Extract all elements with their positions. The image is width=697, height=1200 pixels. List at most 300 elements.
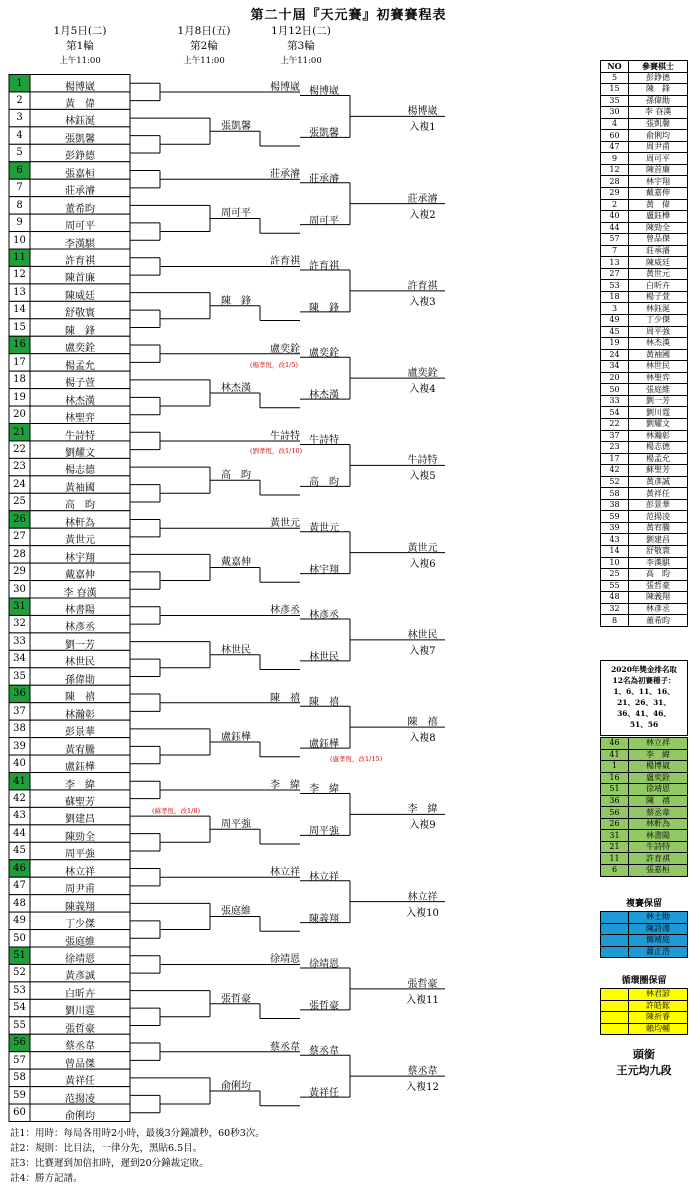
player-name-cell: 盧鈺樺 [629, 211, 688, 223]
player-name-cell: 張哲豪 [629, 580, 688, 592]
slot-number: 60 [13, 1107, 26, 1119]
round2-name: 第2輪 [190, 40, 218, 52]
seed-table-row [601, 569, 688, 581]
player-name-cell: 劉川霆 [629, 407, 688, 419]
slot-number: 51 [13, 950, 26, 961]
slot-number: 45 [13, 845, 26, 857]
seed-number-cell: 57 [601, 234, 629, 246]
seed-players-table [600, 737, 688, 877]
seed-table-row [601, 592, 688, 604]
seed-table-row [601, 476, 688, 488]
seed-table-row [601, 176, 688, 188]
seed-player-row [601, 749, 688, 761]
seed-header-player: 參賽棋士 [629, 61, 688, 73]
slot-number: 11 [13, 252, 26, 263]
round2-top-player: 林彥丞 [270, 605, 300, 617]
player-name-cell: 黃宥騰 [629, 522, 688, 534]
title-holder-label: 頭銜 [633, 1048, 655, 1061]
seed-number-cell: 45 [601, 326, 629, 338]
round2-time: 上午11:00 [183, 56, 225, 66]
player-name-cell: 林士勛 [629, 912, 688, 924]
reserve-row [601, 946, 688, 958]
slot-number: 49 [13, 915, 26, 927]
round1-player: 楊博崴 [65, 81, 95, 93]
seed-table [600, 60, 688, 627]
seed-table-row [601, 534, 688, 546]
round2-bottom-player: 戴嘉伸 [221, 557, 251, 569]
seed-table-row [601, 72, 688, 84]
seed-player-row [601, 807, 688, 819]
round1-player: 戴嘉伸 [65, 570, 95, 582]
round3-top-entrant: 林立祥 [309, 871, 339, 883]
player-name-cell: 楊子萱 [629, 291, 688, 303]
qualify-label: 入複10 [406, 907, 439, 919]
round1-player: 俞俐均 [65, 1111, 95, 1123]
player-name-cell: 張庭維 [629, 384, 688, 396]
seed-number-cell: 17 [601, 453, 629, 465]
player-name-cell: 莊承濬 [629, 245, 688, 257]
round1-player: 林世民 [65, 657, 95, 669]
qualify-label: 入複9 [409, 820, 436, 832]
seed-number-cell: 33 [601, 395, 629, 407]
player-name-cell: 李漢騏 [629, 557, 688, 569]
slot-number: 15 [13, 321, 26, 333]
seed-table-row [601, 465, 688, 477]
postponement-note: (楊孝恆，改1/5) [250, 361, 299, 369]
round1-player: 陳義翔 [65, 901, 95, 913]
round1-player: 董希昀 [65, 203, 95, 215]
round1-player: 范揚凌 [65, 1093, 95, 1105]
qualify-label: 入複2 [409, 209, 436, 221]
round3-winner: 許育祺 [407, 280, 438, 292]
player-name-cell: 林聖弈 [629, 372, 688, 384]
round3-bottom-entrant: 陳義翔 [309, 913, 339, 925]
player-name-cell: 董希昀 [629, 615, 688, 627]
qualify-label: 入複12 [406, 1082, 439, 1094]
round3-bottom-entrant: 林世民 [309, 651, 339, 663]
player-name-cell: 丁少傑 [629, 315, 688, 327]
seed-note-line: 21、26、31、 [617, 698, 671, 707]
player-name-cell: 李 昚漢 [629, 107, 688, 119]
seed-table-body [601, 72, 688, 626]
seed-number-cell: 37 [601, 430, 629, 442]
seed-note [600, 660, 688, 736]
round1-player: 楊志德 [65, 465, 95, 477]
round1-player: 張凱馨 [65, 133, 95, 145]
qualify-label: 入複1 [409, 122, 436, 134]
round2-bottom-player: 周可平 [221, 208, 251, 220]
seed-number-cell: 42 [601, 465, 629, 477]
seed-table-row [601, 349, 688, 361]
seed-table-row [601, 291, 688, 303]
slot-number: 57 [13, 1054, 26, 1066]
seed-number-cell: 4 [601, 118, 629, 130]
round2-top-player: 盧奕銓 [270, 343, 300, 355]
reserve-table-body [601, 912, 688, 958]
player-name-cell: 林立祥 [629, 738, 688, 750]
seed-number-cell: 56 [601, 807, 629, 819]
round3-top-entrant: 蔡丞韋 [309, 1046, 339, 1058]
seed-table-row [601, 442, 688, 454]
seed-number-cell: 14 [601, 545, 629, 557]
player-name-cell: 陳威廷 [629, 257, 688, 269]
seed-number-cell: 48 [601, 592, 629, 604]
seed-table-row [601, 499, 688, 511]
slot-number: 10 [13, 234, 26, 246]
seed-number-cell: 25 [601, 569, 629, 581]
seed-table-row [601, 511, 688, 523]
seed-number-cell: 9 [601, 153, 629, 165]
slot-number: 32 [13, 618, 26, 630]
seed-table-row [601, 361, 688, 373]
player-name-cell: 白昕卉 [629, 280, 688, 292]
seed-table-row [601, 222, 688, 234]
seed-table-row [601, 257, 688, 269]
seed-table-row [601, 522, 688, 534]
seed-table-row [601, 315, 688, 327]
round1-player: 李 緯 [65, 779, 95, 791]
player-name-cell: 舒敬寰 [629, 545, 688, 557]
seed-table-row [601, 557, 688, 569]
seed-number-cell: 39 [601, 522, 629, 534]
round2-bottom-player: 俞俐均 [221, 1080, 251, 1092]
seed-number-cell: 26 [601, 818, 629, 830]
player-name-cell: 簡靖庭 [629, 935, 688, 947]
slot-number: 3 [16, 112, 23, 124]
player-name-cell: 林宇翔 [629, 176, 688, 188]
reserve-title: 複賽保留 [625, 899, 662, 909]
slot-number: 6 [16, 164, 23, 176]
seed-number-cell: 41 [601, 749, 629, 761]
seed-table-row [601, 234, 688, 246]
seed-player-row [601, 818, 688, 830]
slot-number: 14 [13, 304, 26, 316]
round3-bottom-entrant: 周可平 [309, 215, 339, 227]
seed-number-cell: 13 [601, 257, 629, 269]
slot-number: 46 [13, 862, 26, 874]
round2-bottom-player: 盧鈺樺 [221, 731, 251, 743]
player-name-cell: 林君諺 [629, 989, 688, 1001]
player-name-cell: 劉耀文 [629, 418, 688, 430]
slot-number: 40 [13, 758, 26, 770]
slot-number: 27 [13, 531, 26, 543]
round1-player: 張庭維 [65, 936, 95, 948]
reserve-row [601, 935, 688, 947]
round3-winner: 李 緯 [407, 804, 438, 816]
player-name-cell: 黃彥誠 [629, 476, 688, 488]
round2-bottom-player: 林杰漢 [221, 382, 251, 394]
slot-number: 7 [16, 182, 23, 194]
slot-number: 30 [13, 583, 26, 595]
player-name-cell: 彭錚德 [629, 72, 688, 84]
round3-winner: 張哲豪 [407, 978, 438, 990]
player-name-cell: 陳 鋒 [629, 84, 688, 96]
loop-row [601, 1023, 688, 1035]
seed-number-cell: 46 [601, 738, 629, 750]
round1-date: 1月5日(二) [53, 25, 107, 37]
player-name-cell: 牛詩特 [629, 841, 688, 853]
round2-bottom-player: 林世民 [221, 644, 251, 656]
round3-name: 第3輪 [287, 40, 315, 52]
round1-player: 丁少傑 [65, 919, 95, 931]
seed-table-row [601, 95, 688, 107]
seed-player-row [601, 865, 688, 877]
round1-player: 徐靖恩 [65, 954, 95, 965]
slot-number: 59 [13, 1089, 26, 1101]
slot-number: 41 [13, 775, 26, 787]
round1-player: 林軒為 [65, 517, 95, 529]
slot-number: 54 [13, 1002, 26, 1014]
seed-table-header [601, 61, 688, 73]
note-1: 註1：用時：每局各用時2小時，最後3分鐘讀秒，60秒3次。 [10, 1128, 265, 1139]
slot-number: 42 [13, 792, 26, 804]
round1-player: 林鈺涎 [65, 116, 95, 128]
seed-number-cell: 44 [601, 222, 629, 234]
round2-top-player: 徐靖恩 [270, 954, 300, 966]
player-name-cell: 孫偉勛 [629, 95, 688, 107]
player-name-cell: 黃 偉 [629, 199, 688, 211]
round1-player: 周可平 [65, 221, 95, 233]
round1-time: 上午11:00 [59, 56, 101, 66]
player-name-cell: 林瀚彰 [629, 430, 688, 442]
seed-table-row [601, 488, 688, 500]
seed-number-cell: 24 [601, 349, 629, 361]
player-name-cell: 周平強 [629, 326, 688, 338]
round3-date: 1月12日(二) [271, 25, 331, 37]
title-holder-name: 王元均九段 [616, 1064, 672, 1077]
round1-player: 許育祺 [65, 256, 95, 267]
player-name-cell: 張凱馨 [629, 118, 688, 130]
slot-number: 37 [13, 705, 26, 717]
reserve-row [601, 912, 688, 924]
seed-number-cell: 20 [601, 372, 629, 384]
qualify-label: 入複6 [409, 558, 436, 570]
round3-top-entrant: 黃世元 [309, 522, 339, 534]
round1-player: 周平強 [65, 849, 95, 861]
slot-number: 35 [13, 670, 26, 682]
seed-table-row [601, 118, 688, 130]
slot-number: 18 [13, 374, 26, 386]
qualify-label: 入複3 [409, 296, 436, 308]
round1-player: 張嘉桓 [65, 168, 95, 180]
loop-table-body [601, 989, 688, 1035]
round2-top-player: 楊博崴 [270, 81, 300, 93]
round2-top-player: 李 緯 [270, 779, 300, 791]
player-name-cell: 賴均輔 [629, 1023, 688, 1035]
empty-number-cell [601, 989, 629, 1001]
round1-player: 劉川霆 [65, 1006, 95, 1018]
seed-number-cell: 49 [601, 315, 629, 327]
round3-top-entrant: 牛詩特 [309, 435, 339, 447]
round1-player: 舒敬寰 [65, 308, 95, 320]
round1-player: 楊孟允 [65, 360, 95, 372]
slot-number: 13 [13, 286, 26, 298]
round3-winner: 林世民 [407, 629, 438, 641]
seed-note-line: 36、41、46、 [617, 709, 671, 718]
qualify-label: 入複5 [409, 471, 436, 483]
round1-player: 林瀚彰 [65, 709, 95, 721]
seed-table-row [601, 84, 688, 96]
round3-bottom-entrant: 黃祥任 [309, 1088, 339, 1100]
round1-player: 林宇翔 [65, 552, 95, 564]
round1-player: 陳首廉 [65, 273, 95, 285]
round3-winner: 牛詩特 [407, 455, 438, 467]
seed-number-cell: 1 [601, 761, 629, 773]
round3-winner: 莊承濬 [407, 193, 438, 205]
slot-number: 53 [13, 984, 26, 996]
round3-bottom-entrant: 張哲豪 [309, 1000, 339, 1012]
seed-table-row [601, 107, 688, 119]
round1-player: 高 昀 [65, 500, 95, 512]
round2-top-player: 許育祺 [270, 256, 300, 268]
slot-number: 25 [13, 496, 26, 508]
seed-table-row [601, 603, 688, 615]
player-name-cell: 林軒為 [629, 818, 688, 830]
seed-number-cell: 23 [601, 442, 629, 454]
round3-time: 上午11:00 [280, 56, 322, 66]
seed-number-cell: 35 [601, 95, 629, 107]
slot-number: 9 [16, 217, 23, 229]
slot-number: 55 [13, 1019, 26, 1031]
slot-number: 48 [13, 897, 26, 909]
slot-number: 36 [13, 688, 26, 700]
slot-number: 12 [13, 269, 26, 281]
round1-player: 曾品傑 [65, 1058, 95, 1070]
seed-player-row [601, 738, 688, 750]
seed-number-cell: 36 [601, 795, 629, 807]
round1-player: 黃祥任 [65, 1076, 95, 1088]
slot-number: 26 [13, 513, 26, 525]
round1-player: 楊子萱 [65, 378, 95, 390]
seed-number-cell: 51 [601, 784, 629, 796]
seed-note-line: 12名為初賽種子： [612, 676, 676, 685]
seed-number-cell: 10 [601, 557, 629, 569]
player-name-cell: 林彥丞 [629, 603, 688, 615]
round3-winner: 楊博崴 [407, 106, 438, 118]
qualify-label: 入複7 [409, 645, 436, 657]
player-name-cell: 陳 禧 [629, 795, 688, 807]
round3-top-entrant: 楊博崴 [309, 86, 339, 98]
seed-table-row [601, 395, 688, 407]
seed-number-cell: 32 [601, 603, 629, 615]
seed-number-cell: 60 [601, 130, 629, 142]
slot-number: 50 [13, 932, 26, 944]
round2-bottom-player: 張庭維 [221, 906, 251, 918]
seed-number-cell: 12 [601, 164, 629, 176]
round1-player: 黃世元 [65, 535, 95, 547]
round3-bottom-entrant: 林宇翔 [309, 564, 339, 576]
empty-number-cell [601, 912, 629, 924]
round1-player: 陳勁全 [65, 831, 95, 843]
seed-header-no: NO [601, 61, 629, 73]
round3-bottom-entrant: 盧鈺樺 [309, 739, 339, 751]
seed-number-cell: 34 [601, 361, 629, 373]
round1-player: 林彥丞 [65, 622, 95, 634]
seed-table-row [601, 211, 688, 223]
empty-number-cell [601, 923, 629, 935]
seed-number-cell: 55 [601, 580, 629, 592]
player-name-cell: 蕭正浩 [629, 946, 688, 958]
slot-number: 29 [13, 566, 26, 578]
slot-number: 21 [13, 426, 26, 438]
player-name-cell: 蘇聖芳 [629, 465, 688, 477]
seed-number-cell: 28 [601, 176, 629, 188]
seed-table-row [601, 418, 688, 430]
seed-number-cell: 8 [601, 615, 629, 627]
round3-top-entrant: 陳 禧 [309, 697, 339, 709]
round2-bottom-player: 張凱馨 [221, 121, 251, 133]
slot-number: 44 [13, 827, 26, 839]
player-name-cell: 陳詩淵 [629, 923, 688, 935]
player-name-cell: 陳勁全 [629, 222, 688, 234]
round1-player: 牛詩特 [65, 430, 95, 442]
round3-top-entrant: 徐靖恩 [309, 958, 339, 970]
slot-number: 31 [13, 601, 26, 612]
round3-top-entrant: 林彥丞 [309, 609, 339, 621]
player-name-cell: 林書陽 [629, 830, 688, 842]
round2-bottom-player: 陳 鋒 [221, 295, 251, 307]
round1-player: 劉耀文 [65, 447, 95, 459]
seed-table-row [601, 453, 688, 465]
seed-table-row [601, 326, 688, 338]
round1-player: 陳 鋒 [65, 325, 95, 337]
seed-number-cell: 38 [601, 499, 629, 511]
round1-player: 白昕卉 [65, 988, 95, 1000]
qualify-label: 入複8 [409, 733, 436, 745]
reserve-row [601, 923, 688, 935]
seed-number-cell: 52 [601, 476, 629, 488]
seed-table-row [601, 430, 688, 442]
seed-note-line: 51、56 [629, 720, 659, 729]
round2-top-player: 莊承濬 [270, 169, 300, 181]
player-name-cell: 李 緯 [629, 749, 688, 761]
page-title: 第二十屆『天元賽』初賽賽程表 [250, 8, 447, 23]
round1-player: 蘇聖芳 [65, 796, 95, 808]
slot-number: 16 [13, 339, 26, 351]
seed-player-row [601, 795, 688, 807]
player-name-cell: 徐靖恩 [629, 784, 688, 796]
seed-table-row [601, 580, 688, 592]
slot-number: 47 [13, 880, 26, 892]
round2-top-player: 黃世元 [270, 518, 300, 530]
round1-player: 彭景華 [65, 727, 95, 739]
round2-top-player: 林立祥 [270, 867, 300, 879]
seed-table-row [601, 372, 688, 384]
seed-table-row [601, 407, 688, 419]
seed-players-body [601, 738, 688, 877]
postponement-note: (蘇孝恆，改1/8) [152, 807, 201, 815]
player-name-cell: 黃祥任 [629, 488, 688, 500]
seed-table-row [601, 188, 688, 200]
slot-number: 56 [13, 1037, 26, 1049]
round1-player: 林杰漢 [65, 395, 95, 407]
round1-player: 黃 偉 [65, 98, 95, 110]
qualify-label: 入複11 [406, 994, 439, 1006]
round3-bottom-entrant: 張凱馨 [309, 128, 339, 140]
slot-number: 19 [13, 391, 26, 403]
seed-player-row [601, 772, 688, 784]
empty-number-cell [601, 1023, 629, 1035]
round2-bottom-player: 高 昀 [221, 470, 251, 482]
seed-number-cell: 59 [601, 511, 629, 523]
round2-bottom-player: 張哲豪 [221, 993, 251, 1005]
round2-date: 1月8日(五) [177, 25, 231, 37]
round1-player: 孫偉勛 [65, 674, 95, 686]
player-name-cell: 張嘉桓 [629, 865, 688, 877]
loop-row [601, 1012, 688, 1024]
seed-note-line: 1、6、11、16、 [613, 687, 675, 696]
seed-number-cell: 7 [601, 245, 629, 257]
